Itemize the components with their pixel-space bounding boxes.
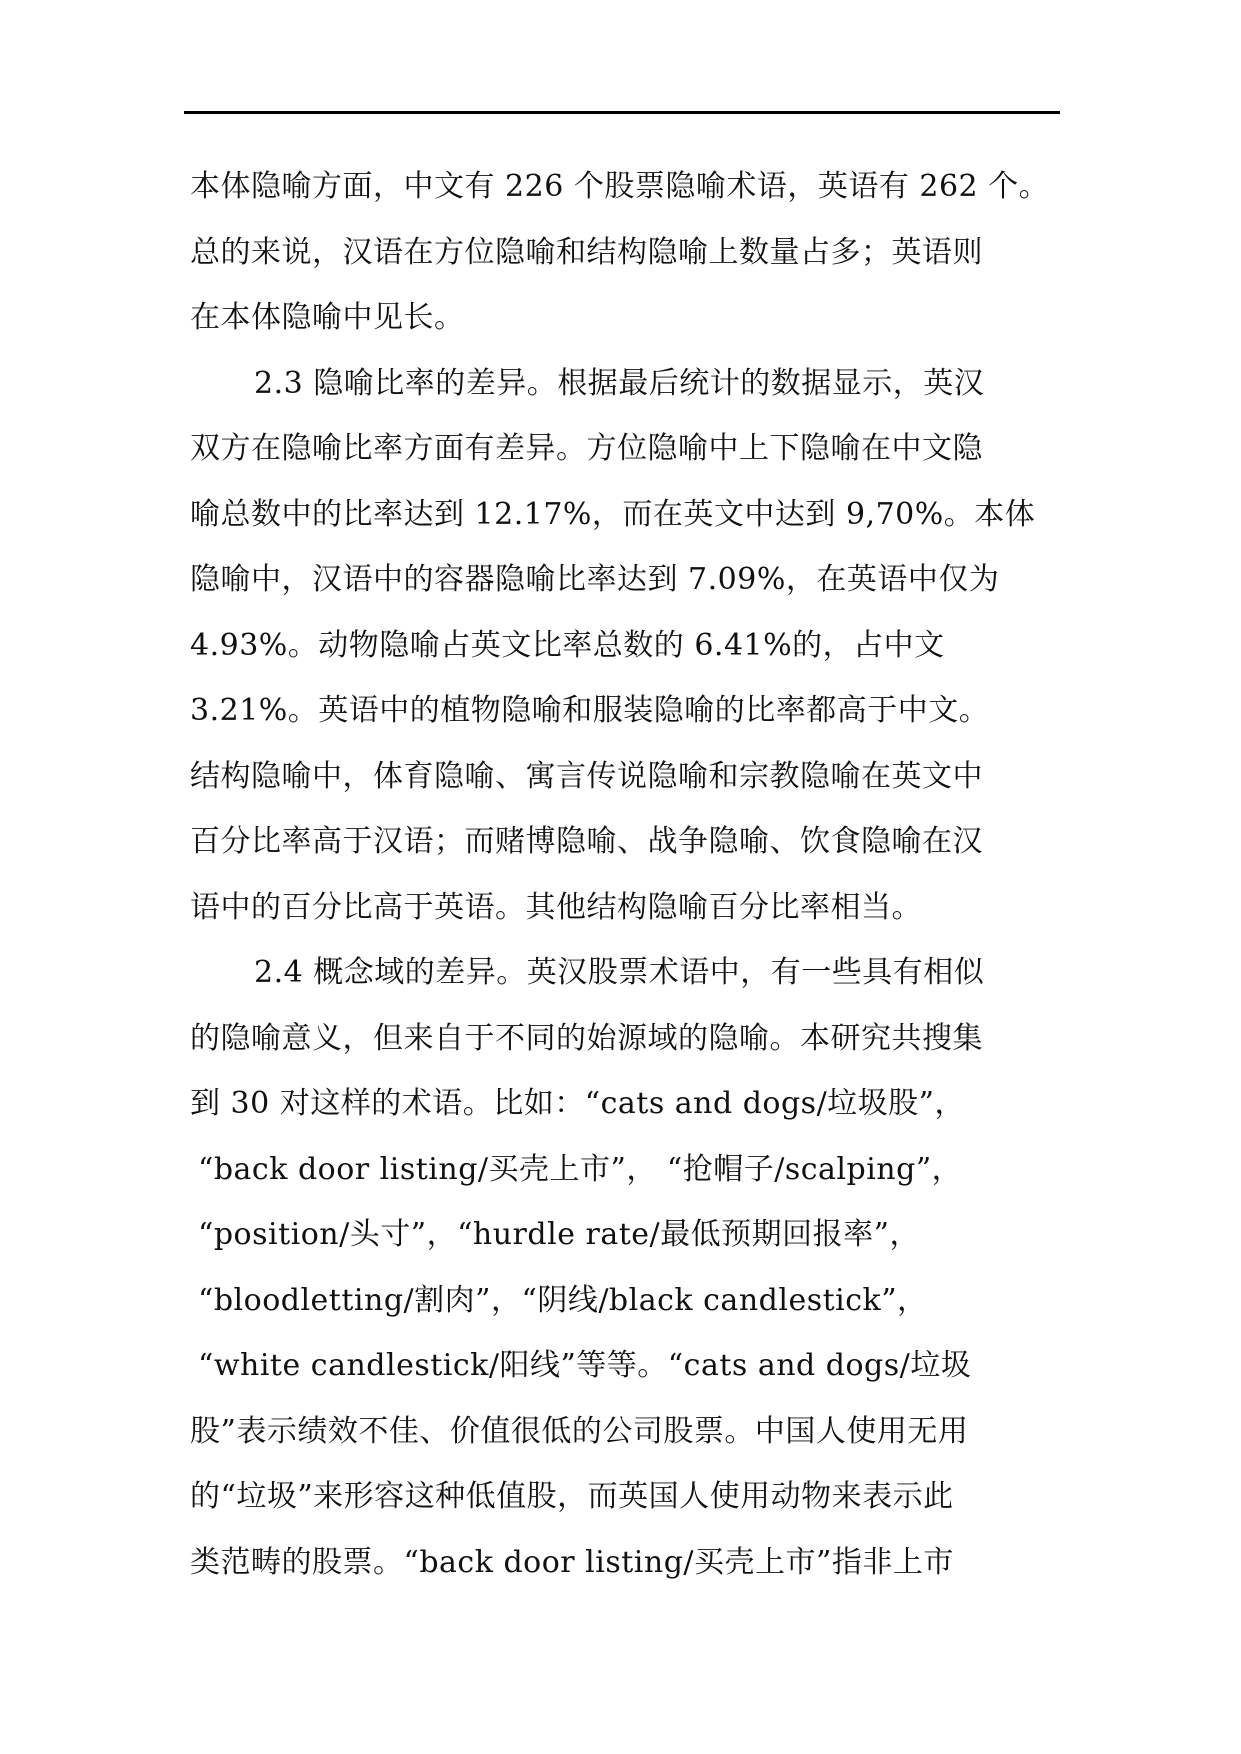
- text-line: “position/头寸”，“hurdle rate/最低预期回报率”，: [198, 1217, 920, 1252]
- text-line: 百分比率高于汉语；而赌博隐喻、战争隐喻、饮食隐喻在汉: [190, 824, 983, 859]
- text-line: 的“垃圾”来形容这种低值股，而英国人使用动物来表示此: [190, 1479, 954, 1514]
- text-line: 在本体隐喻中见长。: [190, 300, 465, 335]
- text-line: 3.21%。英语中的植物隐喻和服装隐喻的比率都高于中文。: [190, 693, 990, 728]
- text-line: 总的来说，汉语在方位隐喻和结构隐喻上数量占多；英语则: [190, 234, 983, 270]
- text-line: 到 30 对这样的术语。比如：“cats and dogs/垃圾股”，: [190, 1086, 966, 1121]
- text-line: 喻总数中的比率达到 12.17%，而在英文中达到 9,70%。本体: [190, 496, 1036, 532]
- text-line: 的隐喻意义，但来自于不同的始源域的隐喻。本研究共搜集: [190, 1020, 983, 1056]
- text-line: 本体隐喻方面，中文有 226 个股票隐喻术语，英语有 262 个。: [190, 169, 1050, 204]
- text-line: 隐喻中，汉语中的容器隐喻比率达到 7.09%，在英语中仅为: [190, 562, 1000, 597]
- text-line: 股”表示绩效不佳、价值很低的公司股票。中国人使用无用: [190, 1413, 969, 1449]
- text-line: “bloodletting/割肉”，“阴线/black candlestick”，: [198, 1282, 928, 1318]
- text-line: 结构隐喻中，体育隐喻、寓言传说隐喻和宗教隐喻在英文中: [190, 758, 983, 794]
- text-line: 语中的百分比高于英语。其他结构隐喻百分比率相当。: [190, 889, 922, 925]
- section-heading-2-3: 2.3 隐喻比率的差异。根据最后统计的数据显示，英汉: [254, 365, 985, 401]
- body-text: [190, 154, 1070, 1595]
- text-line: “back door listing/买壳上市”， “抢帽子/scalping”，: [198, 1151, 963, 1187]
- section-heading-2-4: 2.4 概念域的差异。英汉股票术语中，有一些具有相似: [254, 955, 985, 990]
- text-line: 类范畴的股票。“back door listing/买壳上市”指非上市: [190, 1544, 954, 1580]
- header-rule: [184, 111, 1060, 114]
- text-line: 4.93%。动物隐喻占英文比率总数的 6.41%的，占中文: [190, 627, 945, 663]
- text-line: “white candlestick/阳线”等等。“cats and dogs/垃圾: [198, 1348, 972, 1383]
- text-line: 双方在隐喻比率方面有差异。方位隐喻中上下隐喻在中文隐: [190, 431, 983, 466]
